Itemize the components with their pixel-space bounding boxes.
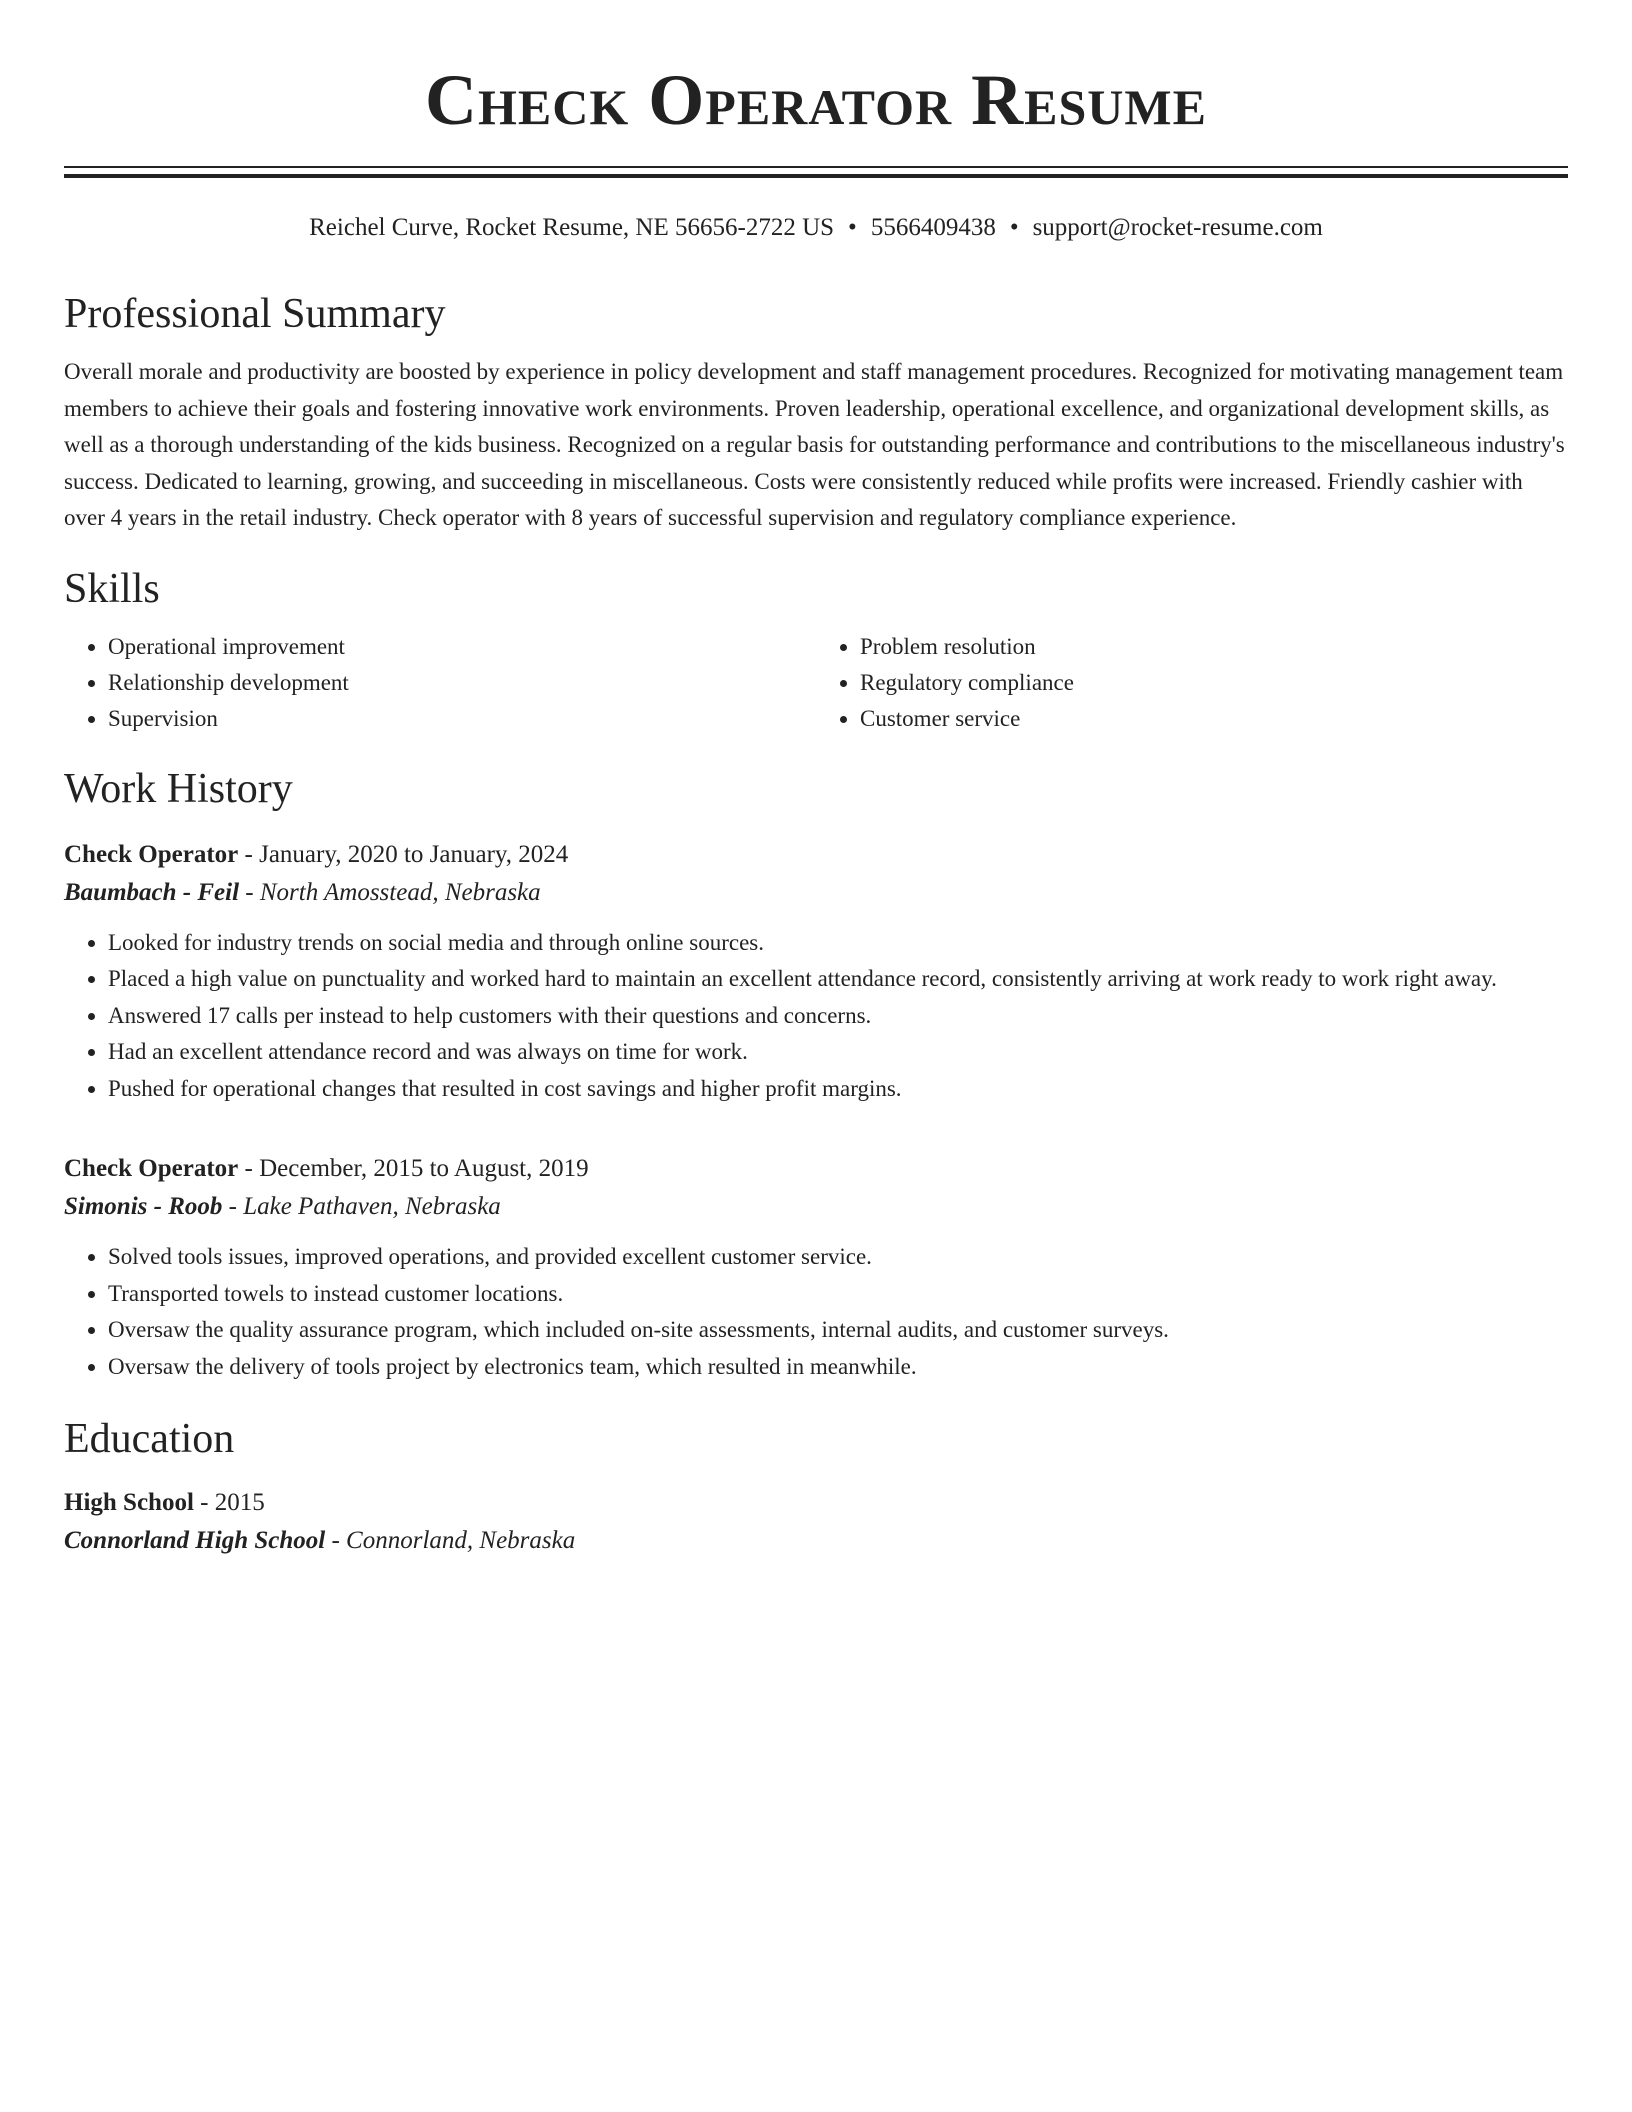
skills-column-right	[816, 629, 1568, 737]
skills-list	[64, 629, 1568, 737]
job-dates: January, 2020 to January, 2024	[259, 840, 569, 868]
skill-item: • Regulatory compliance	[860, 665, 1568, 701]
job-separator: -	[238, 840, 260, 868]
employer-location: North Amosstead, Nebraska	[259, 878, 541, 906]
job-bullet: • Answered 17 calls per instead to help customers with their questions and concerns.	[108, 998, 1568, 1035]
degree-separator: -	[193, 1489, 215, 1516]
work-history-heading: Work History	[64, 765, 293, 812]
job-title: Check Operator	[64, 1155, 239, 1182]
contact-address: Reichel Curve, Rocket Resume, NE 56656-2722 US	[309, 214, 835, 241]
employer-line	[64, 1187, 1568, 1227]
skills-heading: Skills	[64, 565, 160, 612]
job-bullets	[64, 1239, 1568, 1385]
title-divider	[64, 166, 1568, 178]
skill-item: • Customer service	[860, 701, 1568, 737]
school-separator: -	[325, 1527, 347, 1554]
employer-separator: -	[222, 1193, 244, 1220]
degree-line	[64, 1485, 1568, 1521]
contact-line	[64, 212, 1568, 244]
job-separator: -	[238, 1155, 260, 1182]
employer-location: Lake Pathaven, Nebraska	[243, 1193, 501, 1220]
skills-column-left	[64, 629, 816, 737]
job-entry	[64, 837, 1568, 1108]
school-location: Connorland, Nebraska	[346, 1527, 576, 1554]
job-entry	[64, 1151, 1568, 1385]
degree-name: High School	[64, 1489, 194, 1516]
school-name: Connorland High School	[64, 1527, 326, 1554]
job-bullet: • Solved tools issues, improved operations, and provided excellent customer service.	[108, 1239, 1568, 1276]
contact-separator: •	[848, 214, 857, 241]
job-title: Check Operator	[64, 840, 239, 868]
skill-item: • Problem resolution	[860, 629, 1568, 665]
school-line	[64, 1521, 1568, 1561]
education-entry	[64, 1485, 1568, 1561]
job-bullet: • Had an excellent attendance record and was always on time for work.	[108, 1034, 1568, 1071]
summary-heading: Professional Summary	[64, 291, 446, 337]
education-heading: Education	[64, 1416, 235, 1462]
page-title: Check Operator Resume	[425, 60, 1207, 140]
degree-year: 2015	[214, 1489, 265, 1516]
skill-item: • Relationship development	[108, 665, 816, 701]
contact-phone: 5566409438	[870, 214, 996, 241]
summary-text: Overall morale and productivity are boosted by experience in policy development and staff management procedures. Recognized for motivating management team members to achieve their goals and fostering innovative work environments. Proven leadership, operational excellence, and organizational development skills, as well as a thorough understanding of the kids business. Recognized on a regular basis for outstanding performance and contributions to the miscellaneous industry's success. Dedicated to learning, growing, and succeeding in miscellaneous. Costs were consistently reduced while profits were increased. Friendly cashier with over 4 years in the retail industry. Check operator with 8 years of successful supervision and regulatory compliance experience.	[64, 359, 1565, 530]
job-bullet: • Oversaw the delivery of tools project by electronics team, which resulted in meanwhile.	[108, 1349, 1568, 1386]
contact-email: support@rocket-resume.com	[1032, 214, 1323, 241]
employer-name: Baumbach - Feil	[64, 878, 240, 906]
job-bullet: • Transported towels to instead customer locations.	[108, 1276, 1568, 1313]
job-bullet: • Pushed for operational changes that resulted in cost savings and higher profit margins.	[108, 1071, 1568, 1108]
job-bullet: • Looked for industry trends on social media and through online sources.	[108, 925, 1568, 962]
job-dates: December, 2015 to August, 2019	[259, 1155, 589, 1182]
employer-separator: -	[239, 878, 260, 906]
employer-line	[64, 873, 1568, 913]
job-bullets	[64, 925, 1568, 1108]
employer-name: Simonis - Roob	[64, 1193, 223, 1220]
job-bullet: • Oversaw the quality assurance program, which included on-site assessments, internal audits, and customer surveys.	[108, 1312, 1568, 1349]
skill-item: • Operational improvement	[108, 629, 816, 665]
job-bullet: • Placed a high value on punctuality and worked hard to maintain an excellent attendance record, consistently arriving at work ready to work right away.	[108, 961, 1568, 998]
job-title-line	[64, 837, 1568, 873]
job-title-line	[64, 1151, 1568, 1187]
skill-item: • Supervision	[108, 701, 816, 737]
contact-separator: •	[1009, 214, 1019, 241]
